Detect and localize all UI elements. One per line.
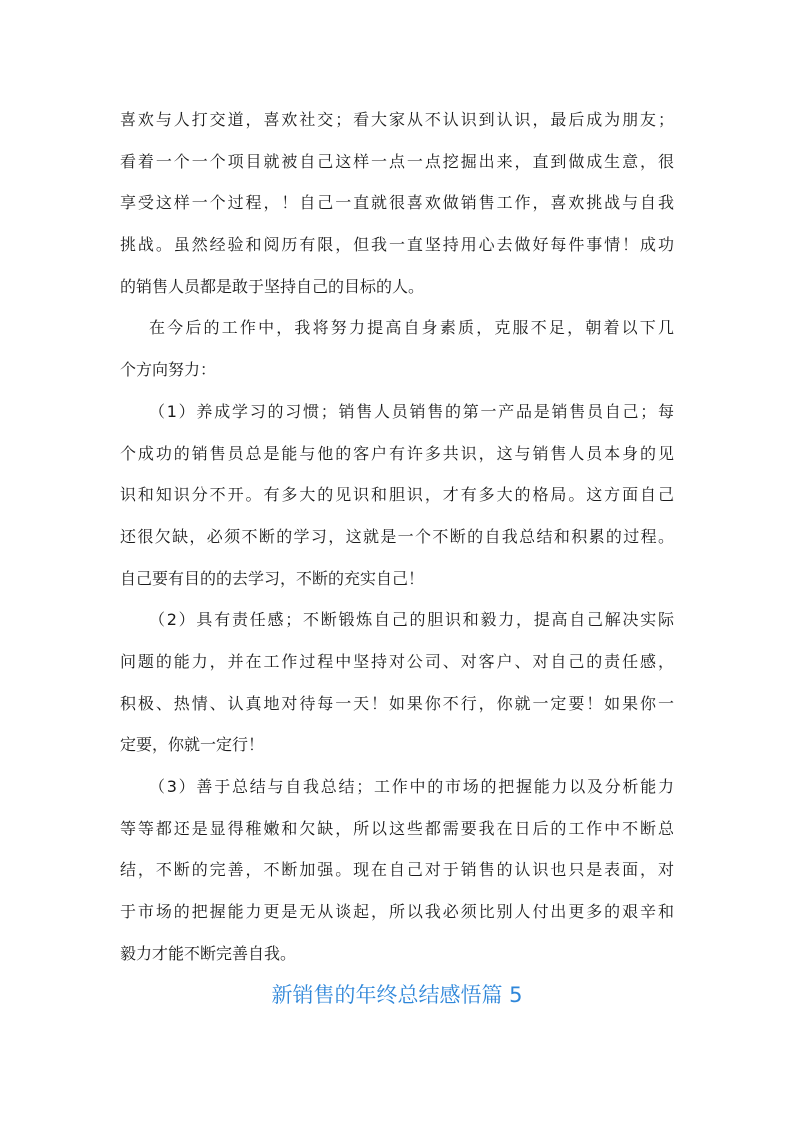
text-line: 定要，你就一定行！	[120, 735, 265, 755]
paragraph-intro	[120, 99, 674, 307]
text-line: 享受这样一个过程，！自己一直就很喜欢做销售工作，喜欢挑战与自我	[120, 193, 674, 213]
section-heading: 新销售的年终总结感悟篇 5	[271, 983, 523, 1007]
text-line: 积极、热情、认真地对待每一天！如果你不行，你就一定要！如果你一	[120, 693, 674, 713]
text-line: 还很欠缺，必须不断的学习，这就是一个不断的自我总结和积累的过程。	[120, 526, 674, 546]
text-line: 个方向努力：	[120, 360, 217, 380]
text-line: 毅力才能不断完善自我。	[120, 943, 297, 963]
text-line: 问题的能力，并在工作过程中坚持对公司、对客户、对自己的责任感，	[120, 651, 674, 671]
text-line: 于市场的把握能力更是无从谈起，所以我必须比别人付出更多的艰辛和	[120, 902, 674, 922]
paragraph-point-3	[120, 766, 674, 974]
text-line: 结，不断的完善，不断加强。现在自己对于销售的认识也只是表面，对	[120, 860, 674, 880]
text-line: 在今后的工作中，我将努力提高自身素质，克服不足，朝着以下几	[149, 318, 674, 338]
paragraph-directions	[120, 307, 674, 390]
text-line: 的销售人员都是敢于坚持自己的目标的人。	[120, 276, 425, 296]
text-line: 等等都还是显得稚嫩和欠缺，所以这些都需要我在日后的工作中不断总	[120, 818, 674, 838]
text-line: （1）养成学习的习惯；销售人员销售的第一产品是销售员自己；每	[149, 401, 674, 421]
paragraph-point-2	[120, 599, 674, 766]
text-line: 喜欢与人打交道，喜欢社交；看大家从不认识到认识，最后成为朋友；	[120, 110, 674, 129]
text-line: （2）具有责任感；不断锻炼自己的胆识和毅力，提高自己解决实际	[149, 610, 674, 630]
text-line: 自己要有目的的去学习，不断的充实自己！	[120, 568, 425, 588]
paragraph-point-1	[120, 391, 674, 599]
text-line: 个成功的销售员总是能与他的客户有许多共识，这与销售人员本身的见	[120, 443, 674, 463]
document-body	[120, 99, 674, 974]
text-line: 看着一个一个项目就被自己这样一点一点挖掘出来，直到做成生意，很	[120, 151, 674, 171]
text-line: 挑战。虽然经验和阅历有限，但我一直坚持用心去做好每件事情！成功	[120, 235, 674, 255]
text-line: 识和知识分不开。有多大的见识和胆识，才有多大的格局。这方面自己	[120, 485, 674, 505]
text-line: （3）善于总结与自我总结；工作中的市场的把握能力以及分析能力	[149, 777, 674, 796]
